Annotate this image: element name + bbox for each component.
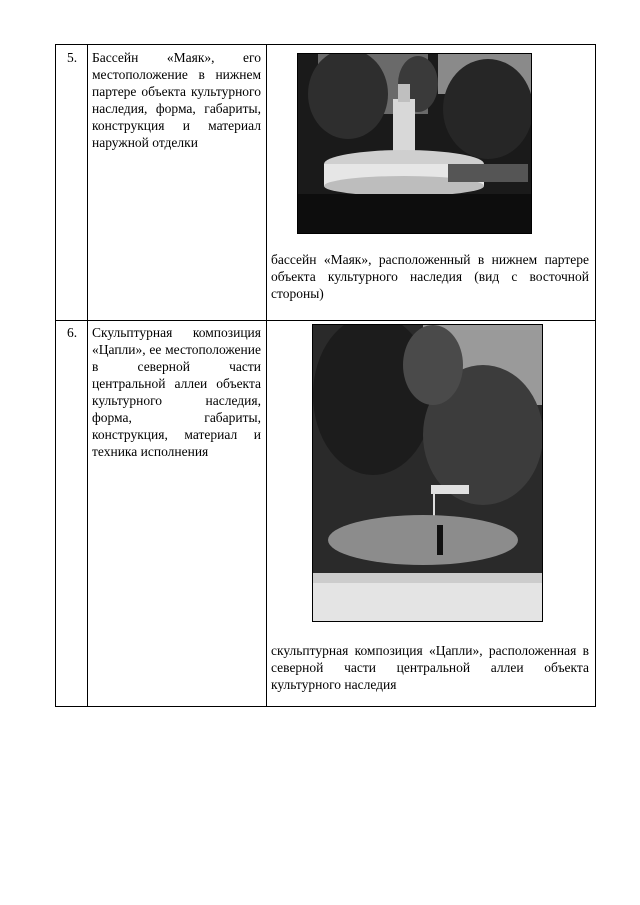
row-description: Скульптурная композиция «Цапли», ее местоположение в северной части центральной аллеи объекта культурного наследия, форма, габариты, конструкция, материал и техника исполнения (92, 325, 261, 459)
row-caption: бассейн «Маяк», расположенный в нижнем партере объекта культурного наследия (вид с восточной стороны) (271, 252, 589, 301)
heritage-table (55, 44, 596, 707)
heron-sculpture-photo (312, 324, 543, 622)
sculpture-scene (313, 325, 542, 621)
row-divider (56, 320, 595, 321)
column-divider (266, 45, 267, 706)
row-caption: скульптурная композиция «Цапли», расположенная в северной части центральной аллеи объекта культурного наследия (271, 643, 589, 692)
fountain-scene (298, 54, 531, 233)
fountain-basin-photo (297, 53, 532, 234)
column-divider (87, 45, 88, 706)
row-number: 5. (67, 50, 78, 65)
row-number: 6. (67, 325, 78, 340)
row-description: Бассейн «Маяк», его местоположение в нижнем партере объекта культурного наследия, форма, габариты, конструкция и материал наружной отделки (92, 50, 261, 150)
